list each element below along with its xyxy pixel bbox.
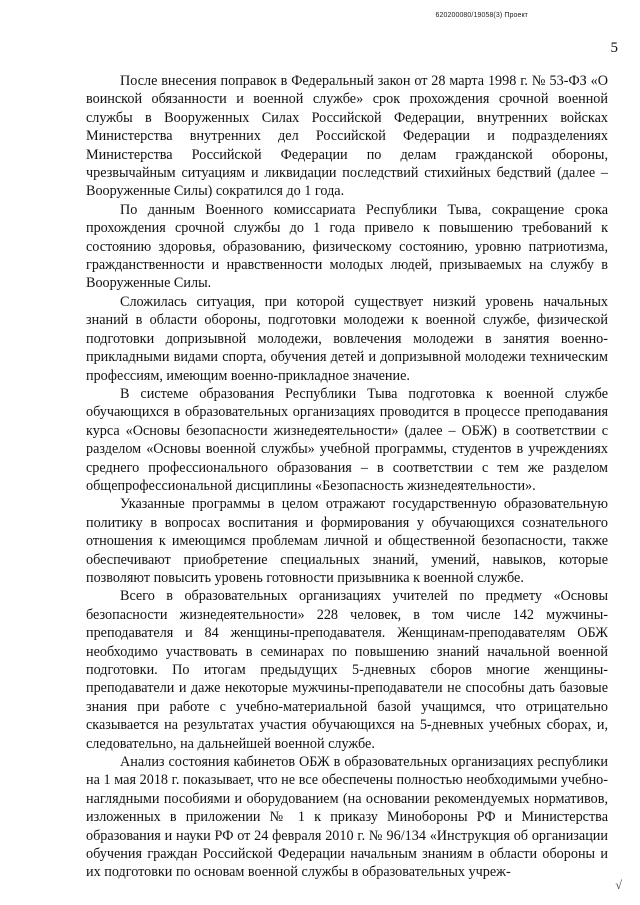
paragraph: Анализ состояния кабинетов ОБЖ в образовательных организациях республики на 1 мая 2018 г. показывает, что не все обеспечены полностью необходимыми учебно-наглядными пособиями и оборудованием (на основании рекомендуемых нормативов, изложенных в приложении № 1 к приказу Минобороны РФ и Министерства образования и науки РФ от 24 февраля 2010 г. № 96/134 «Инструкция об организации обучения граждан Российской Федерации начальным знаниям в области обороны и их подготовки по основам военной службы в образовательных учреж- (86, 754, 608, 881)
document-code: 620200080/19058(3) Проект (435, 12, 528, 19)
handwritten-mark: √ (615, 878, 622, 892)
paragraph: Указанные программы в целом отражают государственную образовательную политику в вопросах воспитания и формирования у обучающихся сознательного отношения к имеющимся проблемам личной и общественной безопасности, также обеспечивают приобретение специальных знаний, умений, навыков, которые позволяют повысить уровень готовности призывника к военной службе. (86, 496, 608, 586)
paragraph: В системе образования Республики Тыва подготовка к военной службе обучающихся в образовательных организациях проводится в процессе преподавания курса «Основы безопасности жизнедеятельности» (далее – ОБЖ) в соответствии с разделом «Основы военной службы» учебной программы, студентов в учреждениях среднего профессионального образования – в соответствии с тем же разделом общепрофессиональной дисциплины «Безопасность жизнедеятельности». (86, 385, 608, 494)
page-number: 5 (610, 40, 618, 56)
paragraph: Сложилась ситуация, при которой существует низкий уровень начальных знаний в области обороны, подготовки молодежи к военной службе, физической подготовки допризывной молодежи, вовлечения молодежи в занятия военно-прикладными видами спорта, обучения детей и допризывной молодежи техническим профессиям, имеющим военно-прикладное значение. (86, 293, 608, 384)
paragraph: После внесения поправок в Федеральный закон от 28 марта 1998 г. № 53-ФЗ «О воинской обязанности и военной службе» срок прохождения срочной военной службы в Вооруженных Силах Российской Федерации, внутренних войсках Министерства внутренних дел Российской Федерации и подразделениях Министерства Российской Федерации по делам гражданской обороны, чрезвычайным ситуациям и ликвидации последствий стихийных бедствий (далее – Вооруженные Силы) сократился до 1 года. (86, 73, 608, 200)
paragraph: Всего в образовательных организациях учителей по предмету «Основы безопасности жизнедеятельности» 228 человек, в том числе 142 мужчины-преподавателя и 84 женщины-преподавателя. Женщинам-преподавателям ОБЖ необходимо участвовать в семинарах по повышению знаний начальной военной подготовки. По итогам предыдущих 5-дневных сборов многие женщины-преподаватели и даже некоторые мужчины-преподаватели не способны дать базовые знания при работе с учебно-материальной базой учащимся, что отрицательно сказывается на результатах участия обучающихся на 5-дневных учебных сборах, и, следовательно, на дальнейшей военной службе. (86, 588, 608, 752)
paragraph: По данным Военного комиссариата Республики Тыва, сокращение срока прохождения срочной службы до 1 года привело к повышению требований к состоянию здоровья, образованию, физическому состоянию, уровню патриотизма, гражданственности и нравственности молодых людей, призываемых на службу в Вооруженные Силы. (86, 201, 608, 292)
document-body (86, 72, 608, 882)
